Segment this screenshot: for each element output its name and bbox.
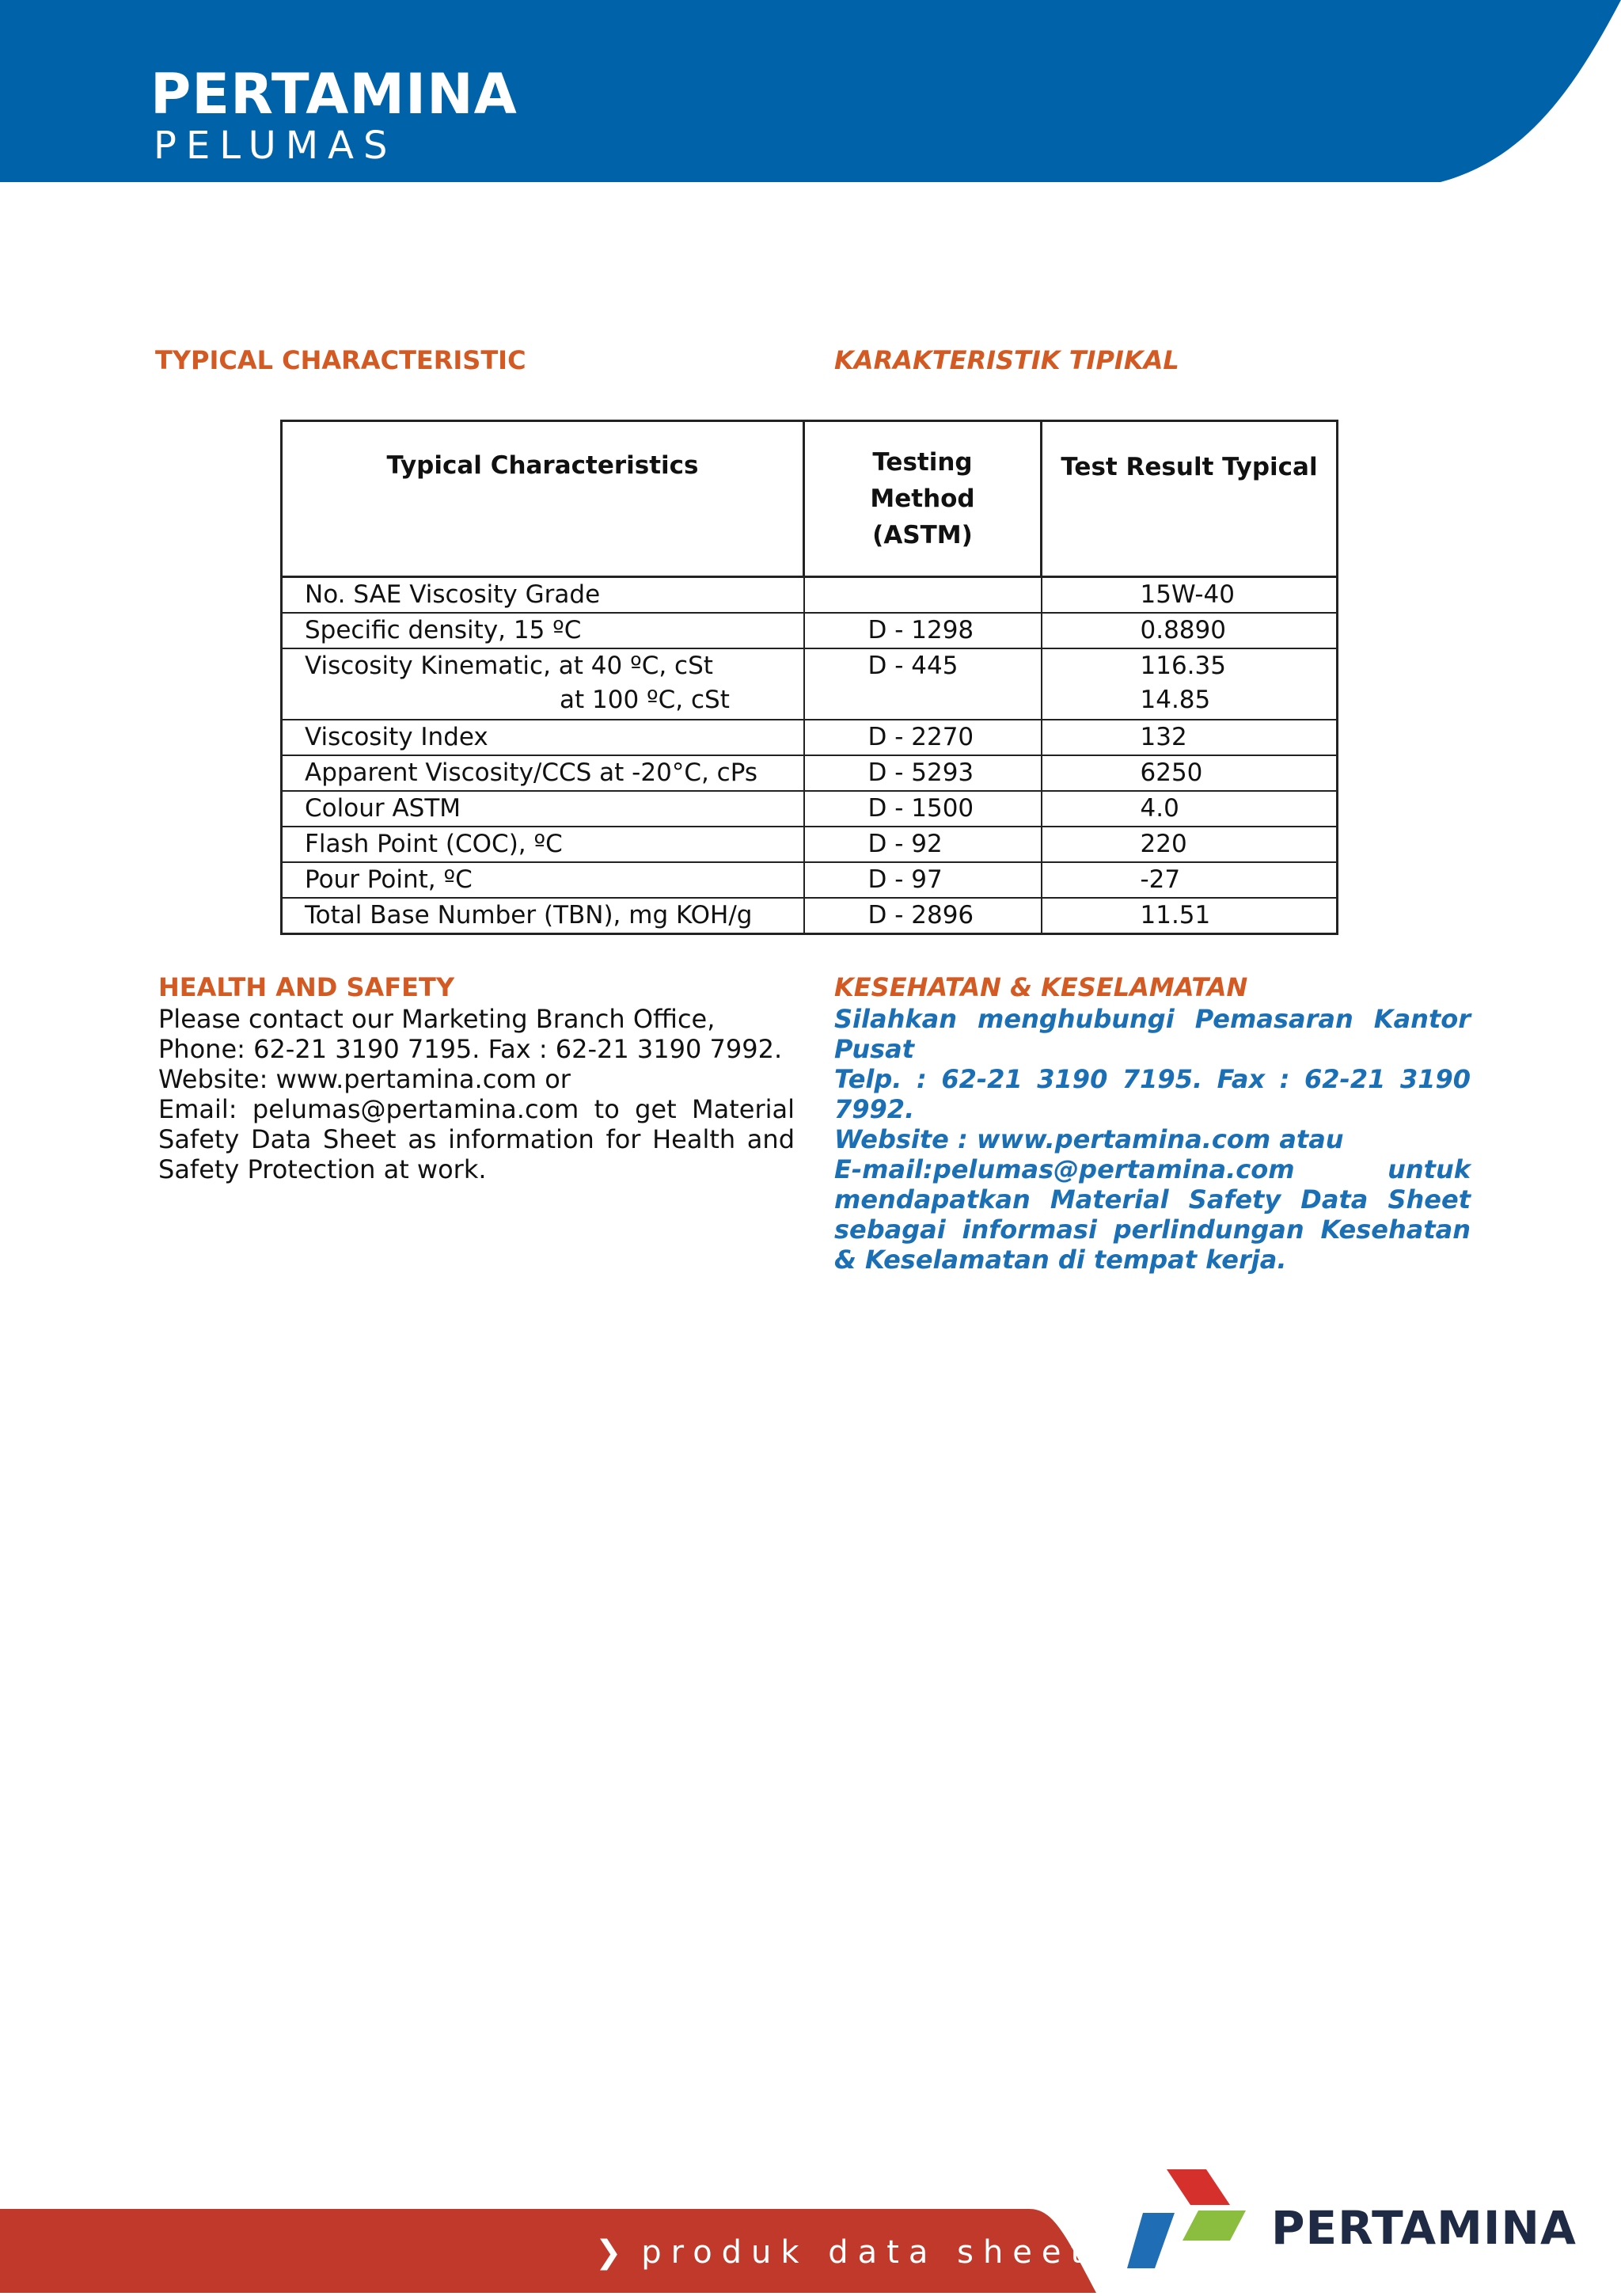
row-name-line2: at 100 ºC, cSt	[560, 686, 730, 714]
health-safety-en	[158, 972, 795, 1184]
row-name: Colour ASTM	[282, 791, 804, 827]
kesehatan-email: E-mail:pelumas@pertamina.com untuk mendapatkan Material Safety Data Sheet sebagai informasi perlindungan Kesehatan & Keselamatan di tempat kerja.	[834, 1154, 1471, 1275]
row-method: D - 2270	[804, 720, 1042, 755]
kesehatan-website: Website : www.pertamina.com atau	[834, 1124, 1344, 1154]
table-header-row	[282, 421, 1338, 577]
row-method: D - 97	[804, 862, 1042, 898]
footer-tagline	[595, 2234, 1092, 2271]
brand-sub-text: PELUMAS	[154, 124, 397, 168]
table-row	[282, 827, 1338, 862]
row-name: Specific density, 15 ºC	[282, 613, 804, 648]
row-name: Pour Point, ºC	[282, 862, 804, 898]
row-method: D - 1500	[804, 791, 1042, 827]
header-test-result: Test Result Typical	[1042, 421, 1338, 577]
row-result: -27	[1042, 862, 1338, 898]
typical-characteristic-title: TYPICAL CHARACTERISTIC	[155, 345, 526, 375]
table-row	[282, 755, 1338, 791]
row-name: Viscosity Index	[282, 720, 804, 755]
footer-tagline-text: produk data sheet	[641, 2234, 1093, 2271]
row-method: D - 1298	[804, 613, 1042, 648]
table-row	[282, 862, 1338, 898]
table-row	[282, 791, 1338, 827]
kesehatan-phone: Telp. : 62-21 3190 7195. Fax : 62-21 3190 7992.	[834, 1064, 1471, 1124]
header-typical-characteristics: Typical Characteristics	[282, 421, 804, 577]
health-safety-website: Website: www.pertamina.com or	[158, 1064, 571, 1094]
typical-characteristics-table	[280, 420, 1338, 935]
row-result: 11.51	[1042, 898, 1338, 934]
row-method	[804, 577, 1042, 614]
row-result: 15W-40	[1042, 577, 1338, 614]
header-testing-method	[804, 421, 1042, 577]
health-safety-phone: Phone: 62-21 3190 7195. Fax : 62-21 3190 7992.	[158, 1034, 783, 1064]
row-method: D - 445	[804, 648, 1042, 720]
row-method: D - 2896	[804, 898, 1042, 934]
row-name: No. SAE Viscosity Grade	[282, 577, 804, 614]
row-result-line1: 116.35	[1140, 652, 1226, 680]
table-row	[282, 648, 1338, 720]
kesehatan-keselamatan-title: KESEHATAN & KESELAMATAN	[834, 972, 1248, 1002]
brand-logo	[150, 63, 518, 166]
footer-logo-text: PERTAMINA	[1271, 2201, 1577, 2255]
row-name: Flash Point (COC), ºC	[282, 827, 804, 862]
kesehatan-line: Silahkan menghubungi Pemasaran Kantor Pusat	[834, 1004, 1471, 1064]
table-row	[282, 577, 1338, 614]
health-safety-line: Please contact our Marketing Branch Office,	[158, 1004, 716, 1034]
pertamina-logo-icon	[1127, 2169, 1262, 2275]
row-name: Total Base Number (TBN), mg KOH/g	[282, 898, 804, 934]
row-name-line1: Viscosity Kinematic, at 40 ºC, cSt	[305, 652, 713, 680]
karakteristik-tipikal-title: KARAKTERISTIK TIPIKAL	[834, 345, 1179, 375]
row-method: D - 92	[804, 827, 1042, 862]
table-row	[282, 613, 1338, 648]
health-safety-title: HEALTH AND SAFETY	[158, 972, 455, 1002]
chevron-right-icon: ❯	[595, 2234, 622, 2271]
table-row	[282, 898, 1338, 934]
health-safety-id	[834, 972, 1471, 1275]
health-safety-email: Email: pelumas@pertamina.com to get Material Safety Data Sheet as information for Health and Safety Protection at work.	[158, 1094, 795, 1184]
table-row	[282, 720, 1338, 755]
row-method: D - 5293	[804, 755, 1042, 791]
row-result: 6250	[1042, 755, 1338, 791]
brand-main-text: PERTAMINA	[150, 62, 518, 127]
row-result-line2: 14.85	[1140, 686, 1211, 714]
row-result: 220	[1042, 827, 1338, 862]
header-testing-method-text: Testing Method (ASTM)	[870, 448, 975, 549]
row-result: 4.0	[1042, 791, 1338, 827]
row-result: 0.8890	[1042, 613, 1338, 648]
row-result: 132	[1042, 720, 1338, 755]
row-result	[1042, 648, 1338, 720]
row-name	[282, 648, 804, 720]
row-name: Apparent Viscosity/CCS at -20°C, cPs	[282, 755, 804, 791]
